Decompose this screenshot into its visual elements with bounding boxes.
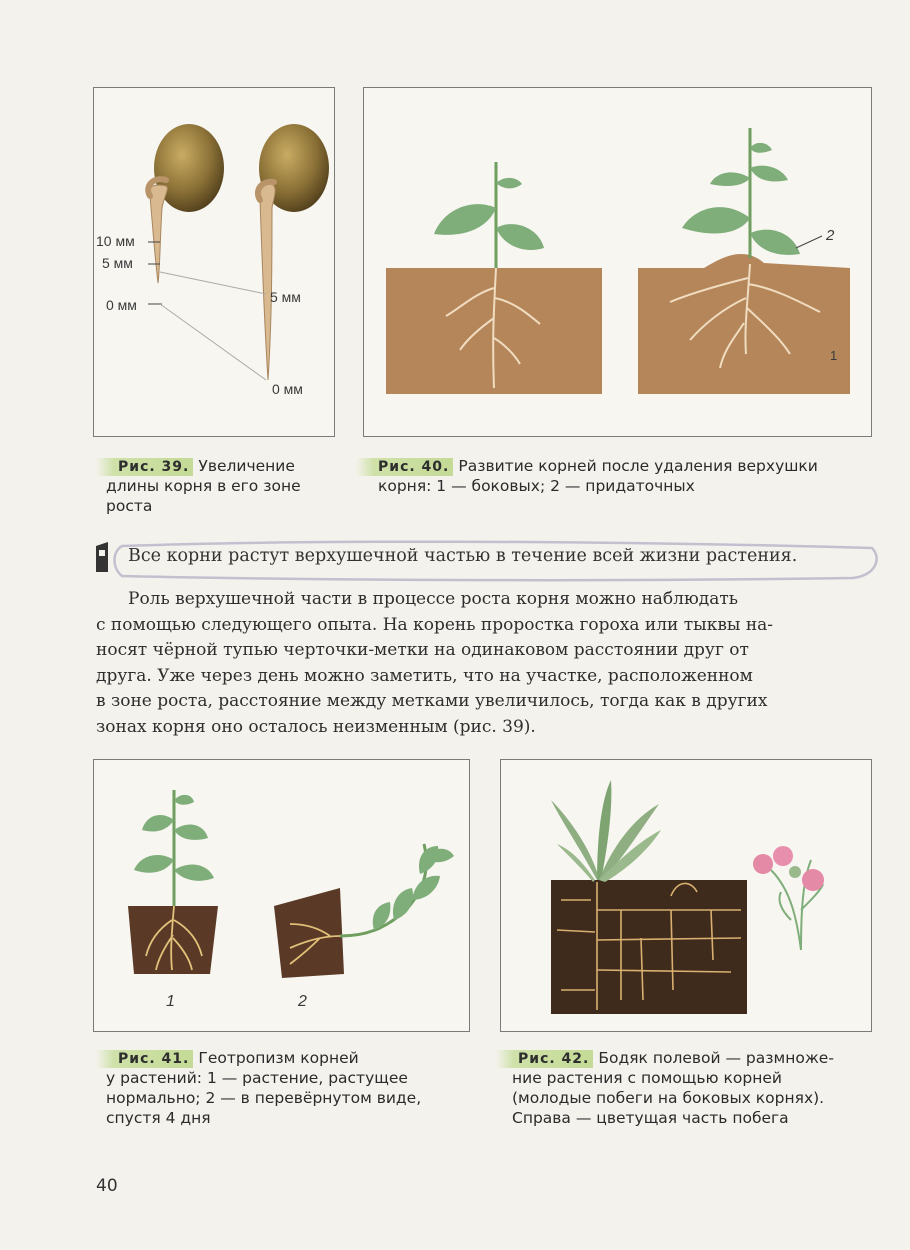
figure-39-caption: [96, 456, 336, 516]
body-paragraph: [96, 587, 874, 740]
figure-42-caption: [496, 1048, 886, 1128]
label-2: 2: [298, 993, 307, 1010]
caption-line: у растений: 1 — растение, растущее: [106, 1069, 408, 1087]
caption-line: Бодяк полевой — размноже-: [598, 1049, 834, 1067]
page-number: 40: [96, 1176, 118, 1196]
caption-line: Развитие корней после удаления верхушки: [458, 457, 818, 475]
figure-41-caption: [96, 1048, 476, 1128]
caption-line: Увеличение: [198, 457, 295, 475]
caption-line: роста: [106, 497, 153, 515]
paragraph-line: друга. Уже через день можно заметить, что на участке, расположенном: [96, 665, 753, 686]
thistle-shoot: [551, 780, 661, 882]
root-left: [148, 185, 167, 283]
label-1: 1: [830, 348, 838, 363]
label-5mm-left: 5 мм: [102, 255, 133, 271]
paragraph-line: зонах корня оно осталось неизменным (рис. 39).: [96, 716, 536, 737]
label-2: 2: [826, 227, 835, 244]
flowering-shoot: [753, 846, 824, 950]
figure-41-image: [93, 759, 470, 1032]
figure-42-image: [500, 759, 872, 1032]
pot-inverted: [274, 844, 454, 978]
paragraph-line: в зоне роста, расстояние между метками увеличилось, тогда как в других: [96, 691, 768, 711]
label-1: 1: [166, 993, 175, 1010]
caption-line: нормально; 2 — в перевёрнутом виде,: [106, 1089, 422, 1107]
paragraph-line: носят чёрной тупью черточки-метки на одинаковом расстоянии друг от: [96, 640, 749, 660]
figure-39-image: [93, 87, 335, 437]
root-right: [258, 184, 276, 380]
caption-line: Геотропизм корней: [198, 1049, 359, 1067]
label-10mm: 10 мм: [96, 233, 135, 249]
paragraph-line: с помощью следующего опыта. На корень проростка гороха или тыквы на-: [96, 614, 774, 635]
caption-line: (молодые побеги на боковых корнях).: [512, 1089, 825, 1107]
caption-line: корня: 1 — боковых; 2 — придаточных: [378, 477, 695, 495]
figure-40-image: [363, 87, 872, 437]
label-5mm-right: 5 мм: [270, 289, 301, 305]
label-0mm-left: 0 мм: [106, 297, 137, 313]
caption-line: Справа — цветущая часть побега: [512, 1109, 789, 1127]
fig40-tag: Рис. 40.: [356, 458, 453, 476]
fig41-tag: Рис. 41.: [96, 1050, 193, 1068]
caption-line: длины корня в его зоне: [106, 477, 301, 495]
rule-statement: Все корни растут верхушечной частью в течение всей жизни растения.: [128, 546, 798, 566]
figure-40-caption: [356, 456, 876, 496]
fig42-tag: Рис. 42.: [496, 1050, 593, 1068]
caption-line: спустя 4 дня: [106, 1109, 211, 1127]
pot-upright: [128, 790, 218, 974]
paragraph-line: Роль верхушечной части в процессе роста корня можно наблюдать: [128, 589, 739, 609]
fig39-tag: Рис. 39.: [96, 458, 193, 476]
rule-bookmark-icon: [94, 540, 112, 574]
caption-line: ние растения с помощью корней: [512, 1069, 782, 1087]
label-0mm-right: 0 мм: [272, 381, 303, 397]
